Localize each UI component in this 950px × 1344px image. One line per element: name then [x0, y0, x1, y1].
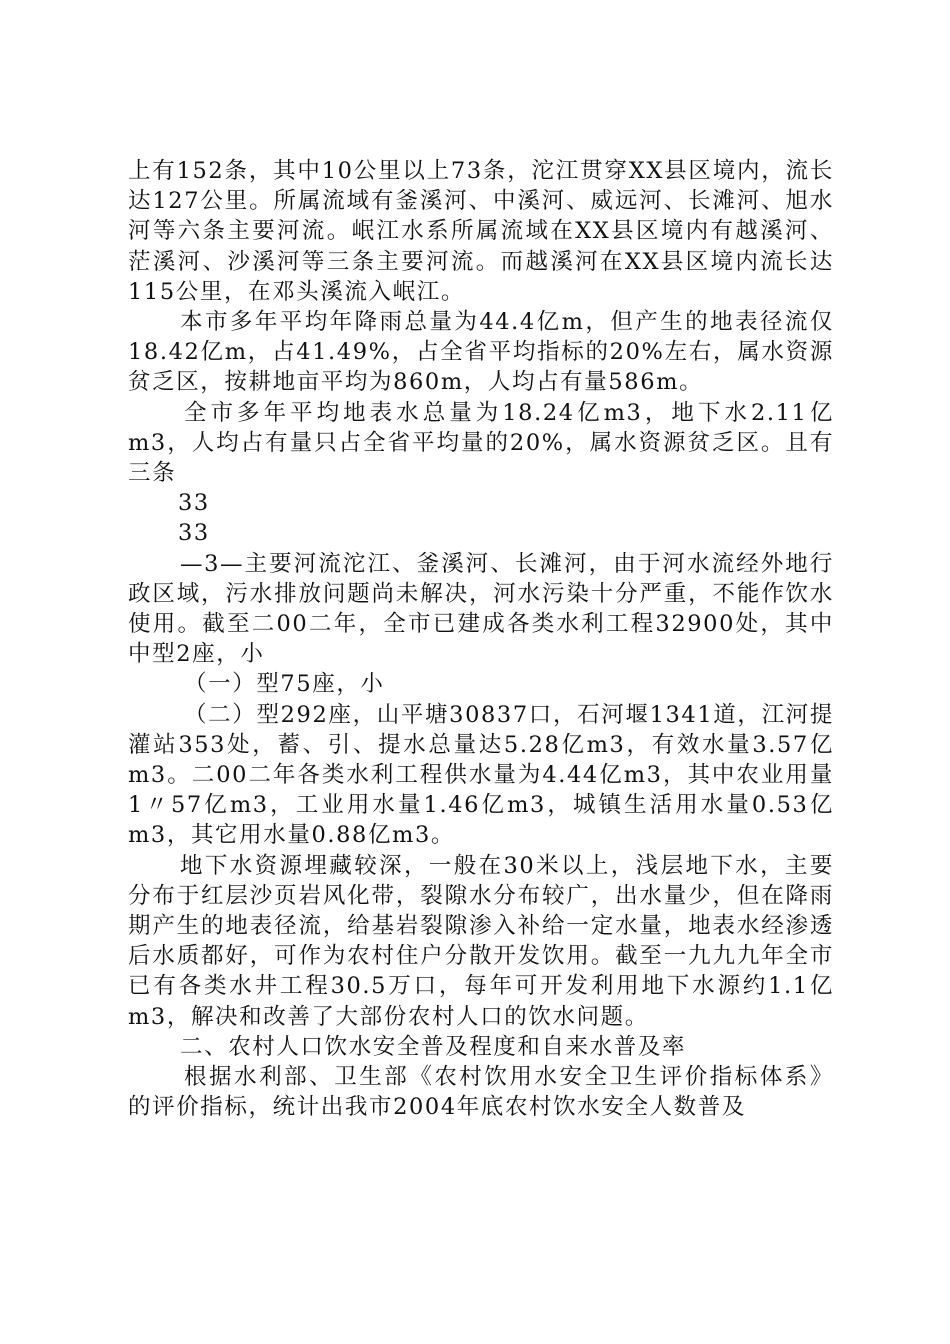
- footnote-number-1: 33: [178, 490, 210, 517]
- paragraph-surface-water: 全市多年平均地表水总量为18.24亿m3，地下水2.11亿m3，人均占有量只占全省平均量的20%，属水资源贫乏区。且有三条: [128, 399, 834, 487]
- paragraph-pollution-projects: —3—主要河流沱江、釜溪河、长滩河，由于河水流经外地行政区域，污水排放问题尚未解决，河水污染十分严重，不能作饮水使用。截至二00二年，全市已建成各类水利工程32900处，其中中型2座，小: [128, 550, 834, 668]
- section-heading-drinking-water: 二、农村人口饮水安全普及程度和自来水普及率: [180, 1033, 687, 1060]
- footnote-number-2: 33: [178, 520, 210, 547]
- paragraph-rainfall: 本市多年平均年降雨总量为44.4亿m，但产生的地表径流仅18.42亿m，占41.49%，占全省平均指标的20%左右，属水资源贫乏区，按耕地亩平均为860m，人均占有量586m。: [128, 309, 834, 396]
- paragraph-small-type-one: （一）型75座，小: [184, 671, 385, 698]
- paragraph-evaluation-index: 根据水利部、卫生部《农村饮用水安全卫生评价指标体系》的评价指标，统计出我市2004年底农村饮水安全人数普及: [128, 1064, 834, 1121]
- paragraph-small-type-two: （二）型292座，山平塘30837口，石河堰1341道，江河提灌站353处，蓄、引、提水总量达5.28亿m3，有效水量3.57亿m3。二00二年各类水利工程供水量为4.44亿m3，其中农业用量1〃57亿m3，工业用水量1.46亿m3，城镇生活用水量0.53亿m3，其它用水量0.88亿m3。: [128, 701, 834, 849]
- document-body: [128, 156, 834, 1123]
- paragraph-groundwater: 地下水资源埋藏较深，一般在30米以上，浅层地下水，主要分布于红层沙页岩风化带，裂隙水分布较广，出水量少，但在降雨期产生的地表径流，给基岩裂隙渗入补给一定水量，地表水经渗透后水质都好，可作为农村住户分散开发饮用。截至一九九九年全市已有各类水井工程30.5万口，每年可开发利用地下水源约1.1亿m3，解决和改善了大部份农村人口的饮水问题。: [128, 852, 834, 1030]
- paragraph-rivers-tuojiang: 上有152条，其中10公里以上73条，沱江贯穿XX县区境内，流长达127公里。所属流域有釜溪河、中溪河、威远河、长滩河、旭水河等六条主要河流。岷江水系所属流域在XX县区境内有越溪河、茫溪河、沙溪河等三条主要河流。而越溪河在XX县区境内流长达115公里，在邓头溪流入岷江。: [128, 158, 834, 305]
